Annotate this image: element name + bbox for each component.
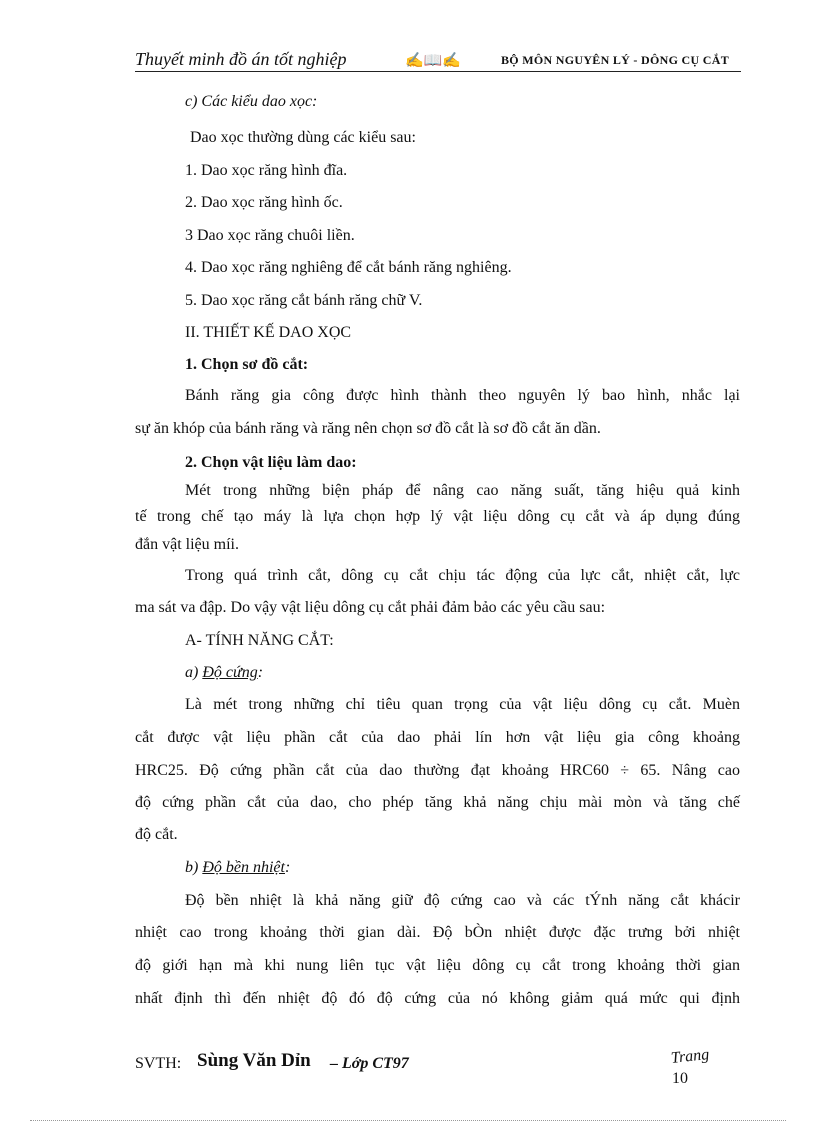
section-heading-a: A- TÍNH NĂNG CẮT: [185,632,334,649]
paragraph-line: HRC25. Độ cứng phần cắt của dao thường đạt khoảng HRC60 ÷ 65. Nâng cao [135,762,740,779]
paragraph-line: cắt được vật liệu phần cắt của dao phải lín hơn vật liệu gia công khoảng [135,729,740,746]
paragraph-line: độ cắt. [135,826,178,843]
paragraph-line: độ cứng phần cắt của dao, cho phép tăng khả năng chịu mài mòn và tăng chế [135,794,740,811]
trang-label: Trang [670,1046,710,1067]
paragraph-line: Độ bền nhiệt là khả năng giữ độ cứng cao và các tÝnh năng cắt khácir [185,892,740,909]
page-header [135,49,741,72]
page-number: 10 [672,1070,688,1087]
header-right-title: BỘ MÔN NGUYÊN LÝ - DÔNG CỤ CẮT [501,53,729,67]
paragraph-line: Dao xọc thường dùng các kiểu sau: [190,129,416,146]
paragraph-line: độ giới hạn mà khi nung liên tục vật liệu dông cụ cắt trong khoảng thời gian [135,957,740,974]
student-name: Sùng Văn Dỉn [197,1050,311,1071]
hardness-title: Độ cứng [202,664,258,681]
section-heading-c: c) Các kiểu dao xọc: [185,93,318,110]
suffix: : [284,859,291,876]
suffix: : [257,664,264,681]
svth-label: SVTH: [135,1055,182,1072]
paragraph-line: sự ăn khóp của bánh răng và răng nên chọn sơ đồ cắt là sơ đồ cắt ăn dần. [135,420,601,437]
prefix: a) [185,664,203,681]
bottom-divider [30,1120,786,1121]
list-item: 3 Dao xọc răng chuôi liền. [185,227,355,244]
paragraph-line: nhiệt cao trong khoảng thời gian dài. Độ bÒn nhiệt được đặc trưng bởi nhiệt [135,924,740,941]
prefix: b) [185,859,203,876]
subsection-heading-hardness [185,664,263,682]
paragraph-line: đắn vật liệu míi. [135,536,239,553]
heat-resistance-title: Độ bền nhiệt [202,859,285,876]
section-heading-ii: II. THIẾT KẾ DAO XỌC [185,324,352,341]
subsection-heading: 1. Chọn sơ đồ cắt: [185,356,309,373]
list-item: 2. Dao xọc răng hình ốc. [185,194,343,211]
paragraph-line: nhất định thì đến nhiệt độ đó độ cứng của nó không giảm quá mức qui định [135,990,740,1007]
list-item: 4. Dao xọc răng nghiêng để cắt bánh răng nghiêng. [185,259,512,276]
header-ornament-icon: ✍📖✍ [405,53,462,69]
list-item: 1. Dao xọc răng hình đĩa. [185,162,348,179]
subsection-heading: 2. Chọn vật liệu làm dao: [185,454,357,471]
paragraph-line: Bánh răng gia công được hình thành theo nguyên lý bao hình, nhắc lại [185,387,740,404]
class-label: – Lớp CT97 [330,1055,409,1072]
page-footer [135,1046,735,1090]
paragraph-line: Trong quá trình cắt, dông cụ cắt chịu tác động của lực cắt, nhiệt cắt, lực [185,567,740,584]
list-item: 5. Dao xọc răng cắt bánh răng chữ V. [185,292,423,309]
paragraph-line: Là mét trong những chỉ tiêu quan trọng của vật liệu dông cụ cắt. Muèn [185,696,740,713]
paragraph-line: Mét trong những biện pháp để nâng cao năng suất, tăng hiệu quả kinh [185,482,740,499]
header-left-title: Thuyết minh đồ án tốt nghiệp [135,49,347,69]
subsection-heading-heat-resistance [185,859,290,877]
paragraph-line: ma sát va đập. Do vậy vật liệu dông cụ cắt phải đảm bảo các yêu cầu sau: [135,599,606,616]
paragraph-line: tế trong chế tạo máy là lựa chọn hợp lý vật liệu dông cụ cắt và áp dụng đúng [135,508,740,525]
